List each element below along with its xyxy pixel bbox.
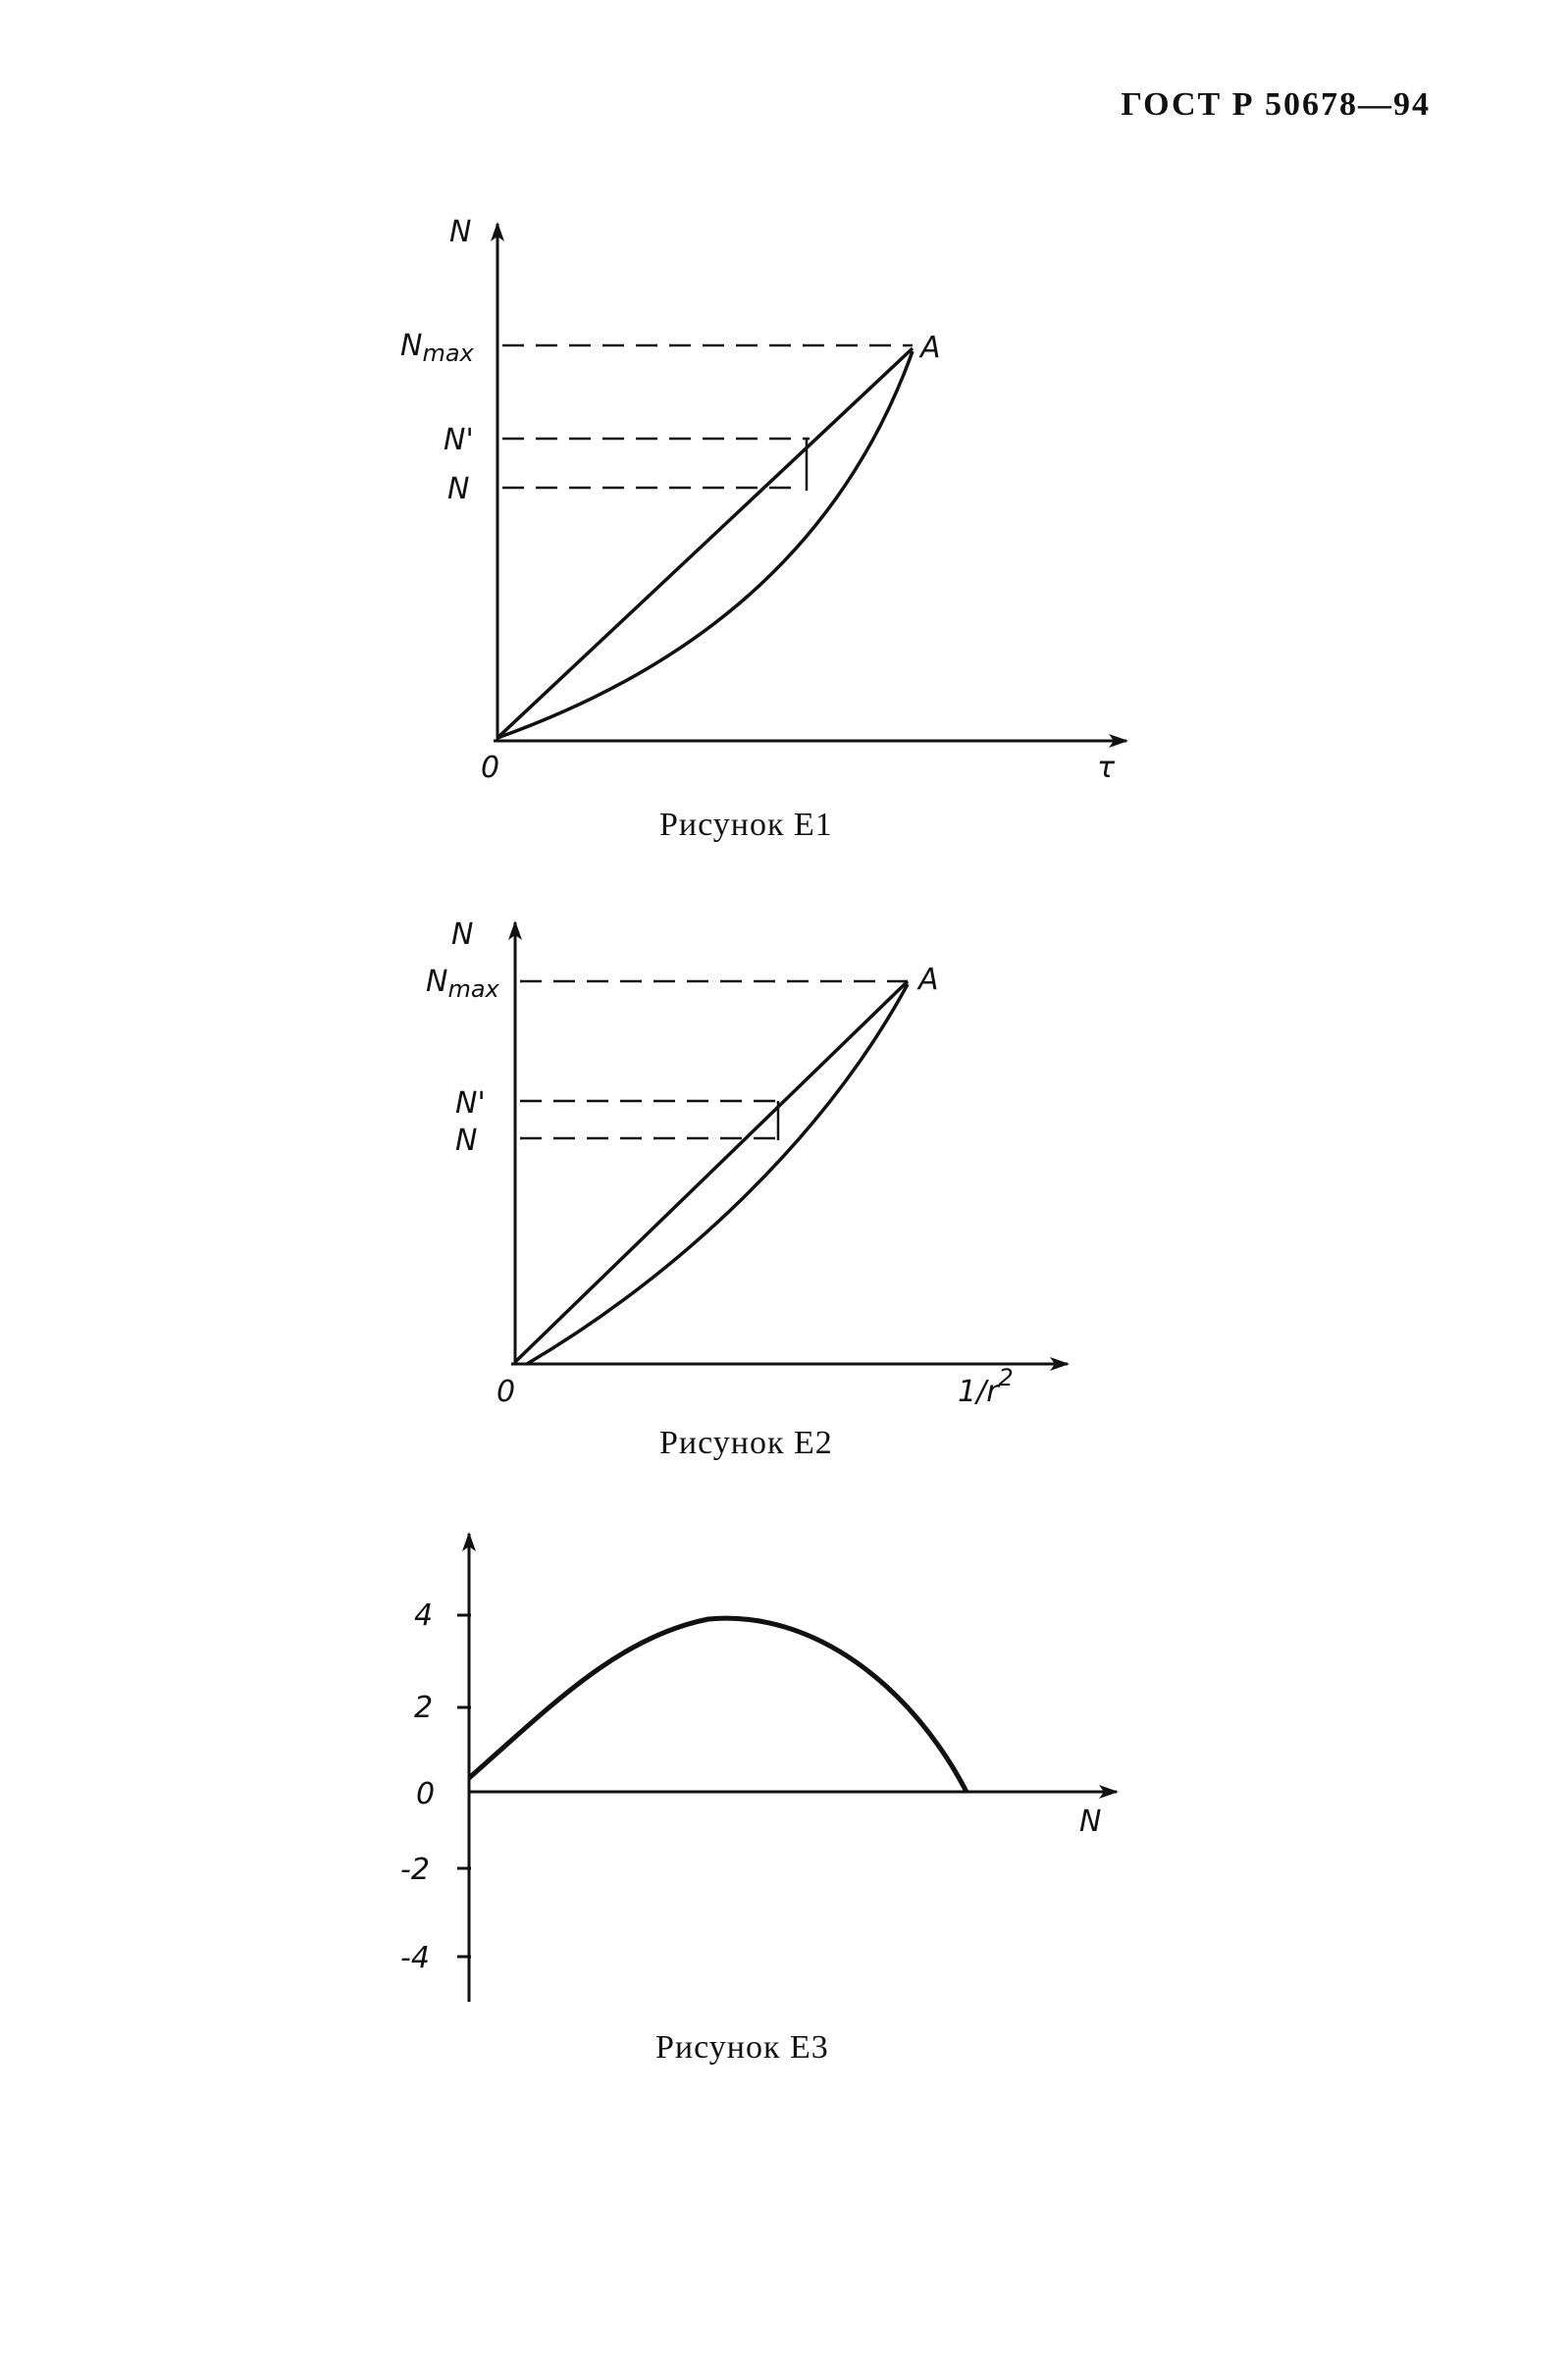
- e2-label-nmax-base: N: [426, 965, 448, 999]
- e2-label-nprime: N': [455, 1086, 486, 1121]
- e1-label-nmax-base: N: [400, 329, 423, 363]
- e3-caption: Рисунок Е3: [655, 2029, 829, 2066]
- e3-tick-label-minus-2: -2: [400, 1853, 430, 1887]
- e2-origin-label: 0: [497, 1375, 516, 1409]
- e3-x-axis-label: N: [1079, 1805, 1102, 1839]
- e2-y-axis-label: N: [451, 917, 474, 952]
- e2-caption: Рисунок Е2: [659, 1425, 833, 1461]
- e3-tick-label-2: 2: [414, 1691, 434, 1725]
- e1-label-n: N: [447, 472, 470, 506]
- e2-label-n: N: [455, 1124, 478, 1158]
- e3-tick-label-4: 4: [414, 1598, 434, 1633]
- e1-y-axis-label: N: [449, 215, 472, 249]
- e3-tick-label-minus-4: -4: [400, 1941, 430, 1975]
- e2-label-point-a: A: [918, 963, 939, 997]
- e1-caption: Рисунок Е1: [659, 807, 833, 843]
- e2-x-axis-label-sup: 2: [998, 1364, 1014, 1391]
- e2-label-nmax-sub: max: [447, 975, 499, 1003]
- e1-origin-label: 0: [481, 751, 500, 785]
- e3-tick-label-0: 0: [416, 1777, 436, 1811]
- e1-label-nmax-sub: max: [422, 340, 474, 367]
- e1-label-point-a: A: [920, 331, 941, 365]
- e1-x-axis-label: τ: [1097, 751, 1116, 785]
- e1-label-nprime: N': [444, 423, 474, 457]
- document-number: ГОСТ Р 50678—94: [1121, 86, 1431, 123]
- e2-x-axis-label-base: 1/r: [958, 1375, 999, 1409]
- e3-curve: [469, 1618, 967, 1792]
